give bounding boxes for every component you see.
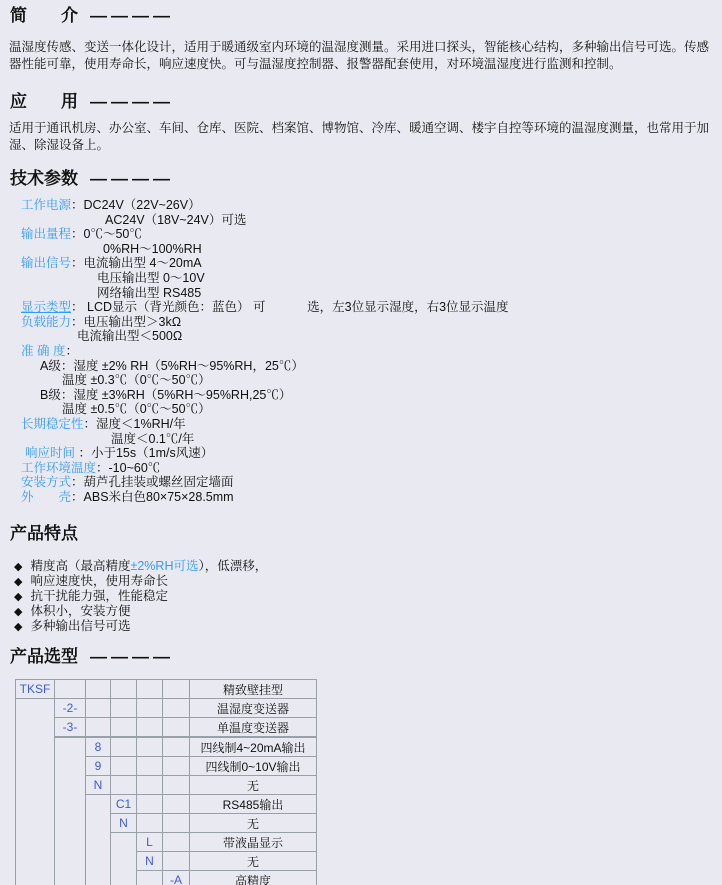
empty-cell [86,699,111,718]
param-value: ：电流输出型 4～20mA [71,256,202,271]
param-value: ：-10~60℃ [96,460,161,475]
empty-cell [111,680,137,699]
intro-title: 简 介 [10,6,78,25]
tech-params-heading [8,169,714,189]
empty-cell [111,776,137,795]
description-cell: 无 [190,776,317,795]
param-value: 网络输出型 RS485 [97,285,202,300]
empty-cell [86,795,111,885]
param-line [21,490,714,505]
model-code-cell: C1 [111,795,137,814]
feature-text: 精度高（最高精度 [30,559,131,574]
empty-cell [137,871,163,885]
param-label: 工作环境温度 [21,460,97,475]
feature-item [14,619,714,634]
empty-cell [55,680,86,699]
description-cell: 单温度变送器 [190,718,317,738]
empty-cell [137,776,163,795]
feature-text: 抗干扰能力强，性能稳定 [30,589,168,604]
param-line [21,402,714,417]
param-value: 0%RH～100%RH [103,241,202,256]
empty-cell [111,737,137,757]
empty-cell [163,833,190,852]
param-value: ：DC24V（22V~26V） [71,198,201,212]
empty-cell [86,680,111,699]
description-cell: 带液晶显示 [190,833,317,852]
param-line [21,388,714,403]
param-line [21,446,714,461]
feature-item [14,589,714,604]
model-selection-table [15,679,317,885]
model-code-cell: 8 [86,737,111,757]
empty-cell [163,795,190,814]
application-heading [8,92,714,112]
intro-paragraph: 温湿度传感、变送一体化设计，适用于暖通级室内环境的温湿度测量。采用进口探头，智能核心结构，多种输出信号可选。传感器性能可靠，使用寿命长，响应速度快。可与温湿度控制器、报警器配套使用，对环境温湿度进行监测和控制。 [9,40,710,71]
selection-heading [8,647,714,667]
application-heading-dashes: ———— [90,92,174,111]
empty-cell [111,833,137,885]
diamond-bullet-icon: ◆ [14,561,23,574]
empty-cell [163,757,190,776]
intro-heading-dashes: ———— [90,6,174,25]
empty-cell [86,718,111,738]
empty-cell [163,852,190,871]
param-label: 工作电源 [21,198,72,212]
param-value: ： [65,343,78,358]
model-code-cell: N [111,814,137,833]
param-value: 温度 ±0.5℃（0℃～50℃） [62,402,211,417]
model-code-cell: -2- [55,699,86,718]
description-cell: 四线制0~10V输出 [190,757,317,776]
param-value: ： LCD显示（背光颜色：蓝色） 可 选，左3位显示湿度，右3位显示温度 [71,300,509,315]
empty-cell [163,680,190,699]
empty-cell [137,757,163,776]
param-line [21,227,714,242]
empty-cell [137,699,163,718]
empty-cell [163,737,190,757]
param-value: A级：湿度 ±2% RH（5%RH～95%RH，25℃） [40,358,304,373]
description-cell: 精致壁挂型 [190,680,317,699]
param-label: 输出信号 [21,256,72,271]
param-value: ：小于15s（1m/s风速） [78,446,214,461]
empty-cell [163,718,190,738]
features-list [8,559,714,634]
description-cell: RS485输出 [190,795,317,814]
param-value: 温度 ±0.3℃（0℃～50℃） [62,373,211,388]
param-value: ：0℃～50℃ [71,227,142,242]
feature-text: ），低漂移， [198,559,268,574]
empty-cell [137,814,163,833]
param-line [21,198,714,213]
tech-params-heading-dashes: ———— [90,169,174,188]
empty-cell [163,776,190,795]
diamond-bullet-icon: ◆ [14,606,23,619]
empty-cell [55,737,86,885]
param-label: 准 确 度 [21,343,66,358]
param-value: B级：湿度 ±3%RH（5%RH～95%RH,25℃） [40,387,292,402]
param-value: 电压输出型 0～10V [97,270,205,285]
param-line [21,242,714,257]
description-cell: 无 [190,852,317,871]
param-line [21,256,714,271]
tech-params-title: 技术参数 [10,169,78,188]
diamond-bullet-icon: ◆ [14,576,23,589]
param-line [21,286,714,301]
features-title: 产品特点 [10,524,78,544]
param-value: ：ABS米白色80×75×28.5mm [71,489,234,504]
param-line [21,373,714,388]
empty-cell [137,795,163,814]
feature-highlight-text: ±2%RH可选 [130,559,199,574]
tech-params-list [8,198,714,504]
param-line [21,271,714,286]
param-label: 长期稳定性 [21,416,84,431]
param-line [21,315,714,330]
application-title: 应 用 [10,92,78,111]
param-line [21,344,714,359]
feature-text: 多种输出信号可选 [30,619,131,634]
intro-heading [8,6,714,26]
param-value: AC24V（18V~24V）可选 [105,212,247,227]
feature-item [14,604,714,619]
empty-cell [137,680,163,699]
param-label: 安装方式 [21,475,72,490]
description-cell: 温湿度变送器 [190,699,317,718]
param-line [21,213,714,228]
description-cell: 四线制4~20mA输出 [190,737,317,757]
empty-cell [137,737,163,757]
empty-cell [163,814,190,833]
param-line [21,432,714,447]
model-code-cell: N [137,852,163,871]
selection-title: 产品选型 [10,647,78,667]
param-label: 输出量程 [21,227,72,242]
param-value: ：电压输出型＞3kΩ [71,314,182,329]
features-heading [8,524,714,544]
diamond-bullet-icon: ◆ [14,621,23,634]
selection-heading-dashes: ———— [90,647,174,667]
param-value: ：葫芦孔挂装或螺丝固定墙面 [71,475,234,490]
diamond-bullet-icon: ◆ [14,591,23,604]
model-code-cell: N [86,776,111,795]
model-code-cell: TKSF [16,680,55,699]
param-value: 电流输出型＜500Ω [77,329,183,344]
feature-item [14,559,714,574]
param-label: 响应时间 [25,446,79,461]
param-label: 负载能力 [21,314,72,329]
param-line [21,417,714,432]
param-label: 显示类型 [21,300,72,315]
param-line [21,329,714,344]
param-value: 温度＜0.1℃/年 [111,431,195,446]
param-value: ：湿度＜1%RH/年 [83,416,186,431]
application-paragraph: 适用于通讯机房、办公室、车间、仓库、医院、档案馆、博物馆、冷库、暖通空调、楼宇自控等环境的温湿度测量，也常用于加湿、除湿设备上。 [9,121,710,152]
model-code-cell: -3- [55,718,86,738]
empty-cell [16,699,55,885]
description-cell: 高精度 [190,871,317,885]
empty-cell [111,757,137,776]
feature-text: 体积小，安装方便 [30,604,131,619]
description-cell: 无 [190,814,317,833]
model-code-cell: 9 [86,757,111,776]
empty-cell [163,699,190,718]
model-code-cell: -A [163,871,190,885]
empty-cell [111,699,137,718]
param-line [21,461,714,476]
param-line [21,359,714,374]
feature-item [14,574,714,589]
model-code-cell: L [137,833,163,852]
feature-text: 响应速度快，使用寿命长 [30,574,168,589]
param-line [21,475,714,490]
empty-cell [111,718,137,738]
param-label: 外 壳 [21,489,72,504]
empty-cell [137,718,163,738]
param-line [21,300,714,315]
